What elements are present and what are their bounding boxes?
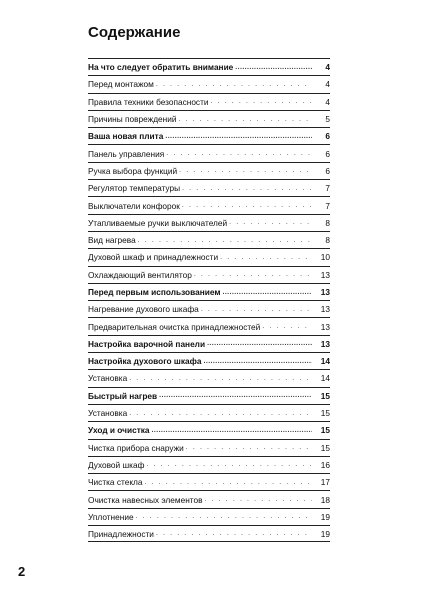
toc-entry-text: Установка (88, 408, 128, 419)
dot-leader (201, 306, 312, 313)
dot-leader (179, 116, 312, 123)
toc-entry-text: Утапливаемые ручки выключателей (88, 217, 228, 228)
toc-entry-text: Чистка стекла (88, 477, 143, 488)
toc-page-number: 7 (325, 183, 330, 194)
toc-entry-row (88, 508, 330, 525)
toc-page-number: 17 (320, 477, 330, 488)
dot-leader (207, 340, 312, 347)
toc-section-row (88, 283, 330, 300)
toc-section-row (88, 352, 330, 369)
toc-entry-row (88, 110, 330, 127)
toc-entry-text: Причины повреждений (88, 114, 177, 125)
toc-page-number: 4 (325, 79, 330, 90)
toc-entry-text: Охлаждающий вентилятор (88, 269, 192, 280)
toc-page-number: 10 (320, 252, 330, 263)
toc-section-row (88, 421, 330, 438)
toc-entry-text: Духовой шкаф (88, 459, 145, 470)
dot-leader (156, 530, 312, 537)
dot-leader (211, 98, 312, 105)
toc-entry-row (88, 456, 330, 473)
toc-entry-text: Уход и очистка (88, 425, 150, 436)
toc-page-number: 16 (320, 459, 330, 470)
toc-page-number: 6 (325, 165, 330, 176)
dot-leader (159, 392, 312, 399)
toc-entry-row (88, 404, 330, 421)
toc-entry-row (88, 75, 330, 92)
toc-entry-text: Очистка навесных элементов (88, 494, 203, 505)
dot-leader (136, 513, 312, 520)
toc-entry-text: Установка (88, 373, 128, 384)
toc-page-number: 19 (320, 511, 330, 522)
toc-section-row (88, 387, 330, 404)
toc-entry-row (88, 214, 330, 231)
toc-entry-text: Духовой шкаф и принадлежности (88, 252, 219, 263)
toc-entry-row (88, 196, 330, 213)
toc-entry-text: Настройка варочной панели (88, 338, 206, 349)
toc-entry-text: Вид нагрева (88, 235, 136, 246)
dot-leader (186, 444, 312, 451)
dot-leader (156, 81, 312, 88)
toc-entry-row (88, 317, 330, 334)
toc-section-row (88, 127, 330, 144)
dot-leader (194, 271, 312, 278)
toc-entry-row (88, 490, 330, 507)
toc-entry-row (88, 300, 330, 317)
toc-entry-text: Ручка выбора функций (88, 165, 178, 176)
toc-entry-text: Правила техники безопасности (88, 96, 209, 107)
toc-entry-row (88, 525, 330, 542)
toc-page-number: 15 (320, 425, 330, 436)
page-number: 2 (18, 564, 26, 579)
toc-page-number: 4 (325, 62, 330, 73)
dot-leader (204, 358, 313, 365)
dot-leader (165, 133, 312, 140)
toc-entry-text: Перед первым использованием (88, 287, 221, 297)
dot-leader (129, 410, 312, 417)
toc-page-number: 13 (320, 338, 330, 349)
dot-leader (182, 202, 312, 209)
toc-page-number: 15 (320, 442, 330, 453)
toc-page-number: 8 (325, 235, 330, 246)
toc-entry-row (88, 93, 330, 110)
toc-page-number: 15 (320, 408, 330, 419)
toc-page-number: 4 (325, 96, 330, 107)
toc-page-number: 14 (320, 356, 330, 367)
dot-leader (262, 323, 312, 330)
toc-entry-text: Выключатели конфорок (88, 200, 180, 211)
toc-page-number: 19 (320, 528, 330, 539)
toc-entry-row (88, 266, 330, 283)
toc-entry-row (88, 231, 330, 248)
dot-leader (145, 479, 313, 486)
toc-entry-row (88, 144, 330, 161)
toc-entry-text: Уплотнение (88, 511, 134, 522)
toc-page-number: 15 (320, 390, 330, 401)
toc-page-number: 6 (325, 148, 330, 159)
dot-leader (152, 427, 312, 434)
toc-entry-text: Регулятор температуры (88, 183, 181, 194)
toc-page-number: 6 (325, 131, 330, 142)
toc-entry-text: Настройка духового шкафа (88, 356, 202, 367)
toc-entry-text: Ваша новая плита (88, 131, 164, 142)
page-title: Содержание (88, 24, 181, 41)
toc-section-row (88, 335, 330, 352)
toc-section-row (88, 58, 330, 75)
dot-leader (222, 289, 312, 296)
dot-leader (220, 254, 312, 261)
toc-page-number: 13 (320, 304, 330, 315)
dot-leader (166, 150, 312, 157)
toc-page-number: 8 (325, 217, 330, 228)
toc-entry-text: Нагревание духового шкафа (88, 304, 199, 315)
dot-leader (146, 461, 312, 468)
toc-page-number: 5 (325, 114, 330, 125)
toc-page-number: 7 (325, 200, 330, 211)
dot-leader (138, 237, 312, 244)
toc-page-number: 13 (320, 321, 330, 332)
toc-entry-row (88, 369, 330, 386)
toc-entry-row (88, 248, 330, 265)
toc-entry-row (88, 473, 330, 490)
toc-page-number: 13 (320, 269, 330, 280)
toc-entry-text: Перед монтажом (88, 79, 154, 90)
dot-leader (235, 64, 312, 71)
toc-entry-text: Быстрый нагрев (88, 390, 158, 401)
toc-entry-text: Панель управления (88, 148, 165, 159)
toc-entry-text: На что следует обратить внимание (88, 62, 234, 73)
dot-leader (179, 167, 312, 174)
toc-page-number: 13 (320, 287, 330, 297)
dot-leader (182, 185, 312, 192)
toc-entry-text: Предварительная очистка принадлежностей (88, 321, 261, 332)
toc-entry-row (88, 439, 330, 456)
table-of-contents (88, 58, 330, 542)
toc-entry-text: Чистка прибора снаружи (88, 442, 184, 453)
toc-entry-row (88, 179, 330, 196)
dot-leader (129, 375, 312, 382)
dot-leader (205, 496, 313, 503)
dot-leader (229, 219, 312, 226)
toc-page-number: 14 (320, 373, 330, 384)
toc-page-number: 18 (320, 494, 330, 505)
toc-entry-row (88, 162, 330, 179)
toc-entry-text: Принадлежности (88, 528, 154, 539)
